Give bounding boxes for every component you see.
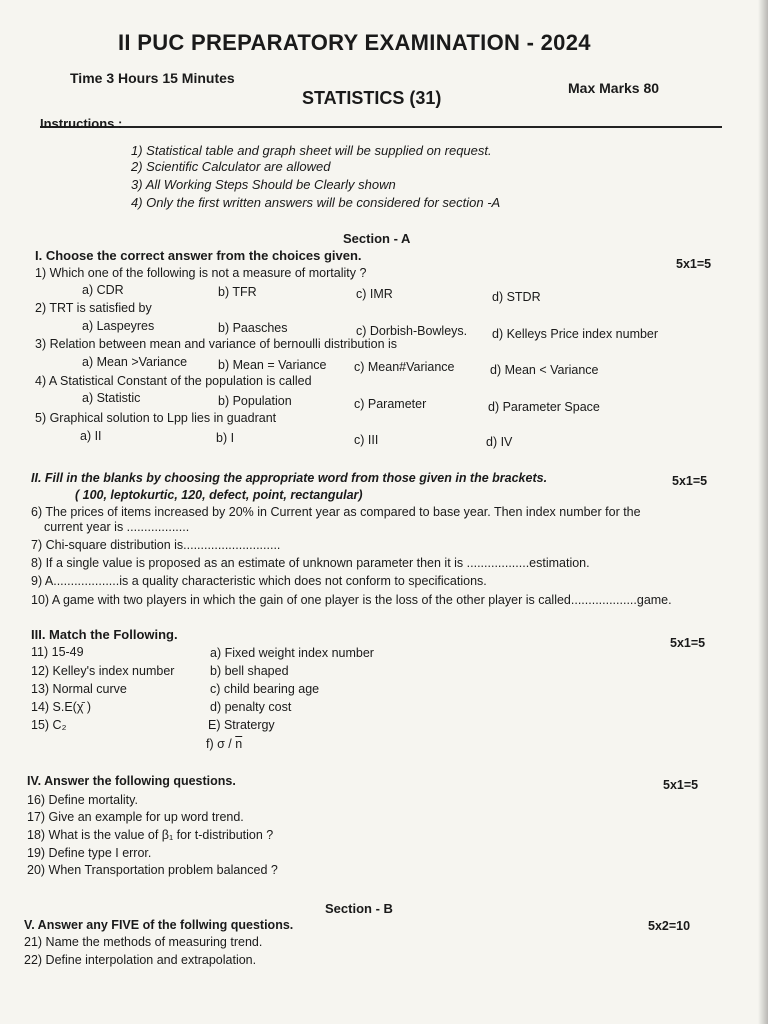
instruction-item: 2) Scientific Calculator are allowed <box>131 159 331 174</box>
max-marks: Max Marks 80 <box>568 80 660 96</box>
part5-marks: 5x2=10 <box>648 919 691 933</box>
mcq-option: a) CDR <box>82 283 124 297</box>
match-left-item: 13) Normal curve <box>31 682 127 696</box>
mcq-option: a) Mean >Variance <box>82 355 188 369</box>
mcq-option: d) Kelleys Price index number <box>492 327 659 341</box>
match-left-item: 12) Kelley's index number <box>31 664 175 678</box>
mcq-question: 4) A Statistical Constant of the population is called <box>35 374 312 388</box>
short-question: 18) What is the value of β₁ for t-distribution ? <box>27 828 274 842</box>
fill-blank-question: 8) If a single value is proposed as an estimate of unknown parameter then it is ..................estimation. <box>31 556 590 570</box>
instruction-item: 3) All Working Steps Should be Clearly shown <box>131 177 396 192</box>
part3-heading: III. Match the Following. <box>31 627 178 642</box>
mcq-option: b) Population <box>218 394 292 408</box>
part2-choices: ( 100, leptokurtic, 120, defect, point, rectangular) <box>75 488 363 502</box>
mcq-option: b) Paasches <box>218 321 288 335</box>
fill-blank-question: 10) A game with two players in which the gain of one player is the loss of the other player is called...................game. <box>31 593 672 607</box>
mcq-option: c) Parameter <box>354 397 427 411</box>
fill-blank-question: 9) A...................is a quality characteristic which does not conform to specifications. <box>31 574 487 588</box>
instructions-heading: Instructions : <box>40 116 123 131</box>
fill-blank-question: 6) The prices of items increased by 20% in Current year as compared to base year. Then index number for the <box>31 505 641 519</box>
match-left-item: 15) C₂ <box>31 718 67 732</box>
short-question: 20) When Transportation problem balanced ? <box>27 863 278 877</box>
mcq-option: c) Mean#Variance <box>354 360 455 374</box>
mcq-option: b) I <box>216 431 235 445</box>
part1-heading: I. Choose the correct answer from the choices given. <box>35 248 362 263</box>
mcq-question: 2) TRT is satisfied by <box>35 301 152 315</box>
mcq-option: a) II <box>80 429 102 443</box>
mcq-option: d) Parameter Space <box>488 400 600 414</box>
match-right-item: b) bell shaped <box>210 664 289 678</box>
sigma-over-root-n: f) σ / <box>206 737 236 751</box>
match-right-item-f <box>206 737 242 751</box>
part3-marks: 5x1=5 <box>670 636 706 650</box>
part4-heading: IV. Answer the following questions. <box>27 774 236 788</box>
match-right-item: a) Fixed weight index number <box>210 646 374 660</box>
root-n: $\overline{n}$ <box>235 737 243 751</box>
match-right-item: E) Stratergy <box>208 718 275 732</box>
fill-blank-question: 7) Chi-square distribution is............................ <box>31 538 281 552</box>
match-right-item: d) penalty cost <box>210 700 292 714</box>
long-question: 21) Name the methods of measuring trend. <box>24 935 263 949</box>
exam-duration: Time 3 Hours 15 Minutes <box>70 70 235 86</box>
fill-blank-question: current year is .................. <box>44 520 190 534</box>
section-b-heading: Section - B <box>325 901 393 916</box>
mcq-option: b) Mean = Variance <box>218 358 327 372</box>
mcq-question: 3) Relation between mean and variance of bernoulli distribution is <box>35 337 398 351</box>
header-divider <box>40 126 722 128</box>
mcq-option: d) Mean < Variance <box>490 363 599 377</box>
exam-title: II PUC PREPARATORY EXAMINATION - 2024 <box>118 30 591 55</box>
short-question: 16) Define mortality. <box>27 793 138 807</box>
mcq-option: c) IMR <box>356 287 393 301</box>
page-edge-shadow <box>758 0 768 1024</box>
mcq-option: d) STDR <box>492 290 541 304</box>
subject-title: STATISTICS (31) <box>302 88 442 108</box>
part5-heading: V. Answer any FIVE of the follwing questions. <box>24 918 294 932</box>
part2-heading: II. Fill in the blanks by choosing the appropriate word from those given in the brackets. <box>31 471 548 485</box>
match-left-item: 11) 15-49 <box>31 645 84 659</box>
section-a-heading: Section - A <box>343 231 411 246</box>
mcq-option: a) Statistic <box>82 391 141 405</box>
instruction-item: 4) Only the first written answers will be considered for section -A <box>131 195 501 210</box>
long-question: 22) Define interpolation and extrapolation. <box>24 953 257 967</box>
instruction-item: 1) Statistical table and graph sheet will be supplied on request. <box>131 143 492 158</box>
mcq-option: c) Dorbish-Bowleys. <box>356 324 468 338</box>
mcq-option: c) III <box>354 433 379 447</box>
mcq-option: b) TFR <box>218 285 257 299</box>
match-left-item: 14) S.E(χ̄ ) <box>31 700 92 714</box>
part1-marks: 5x1=5 <box>676 257 712 271</box>
mcq-option: a) Laspeyres <box>82 319 155 333</box>
short-question: 17) Give an example for up word trend. <box>27 810 244 824</box>
short-question: 19) Define type I error. <box>27 846 152 860</box>
mcq-question: 1) Which one of the following is not a measure of mortality ? <box>35 266 367 280</box>
part2-marks: 5x1=5 <box>672 474 708 488</box>
mcq-option: d) IV <box>486 435 513 449</box>
match-right-item: c) child bearing age <box>210 682 320 696</box>
mcq-question: 5) Graphical solution to Lpp lies in guadrant <box>35 411 277 425</box>
part4-marks: 5x1=5 <box>663 778 699 792</box>
